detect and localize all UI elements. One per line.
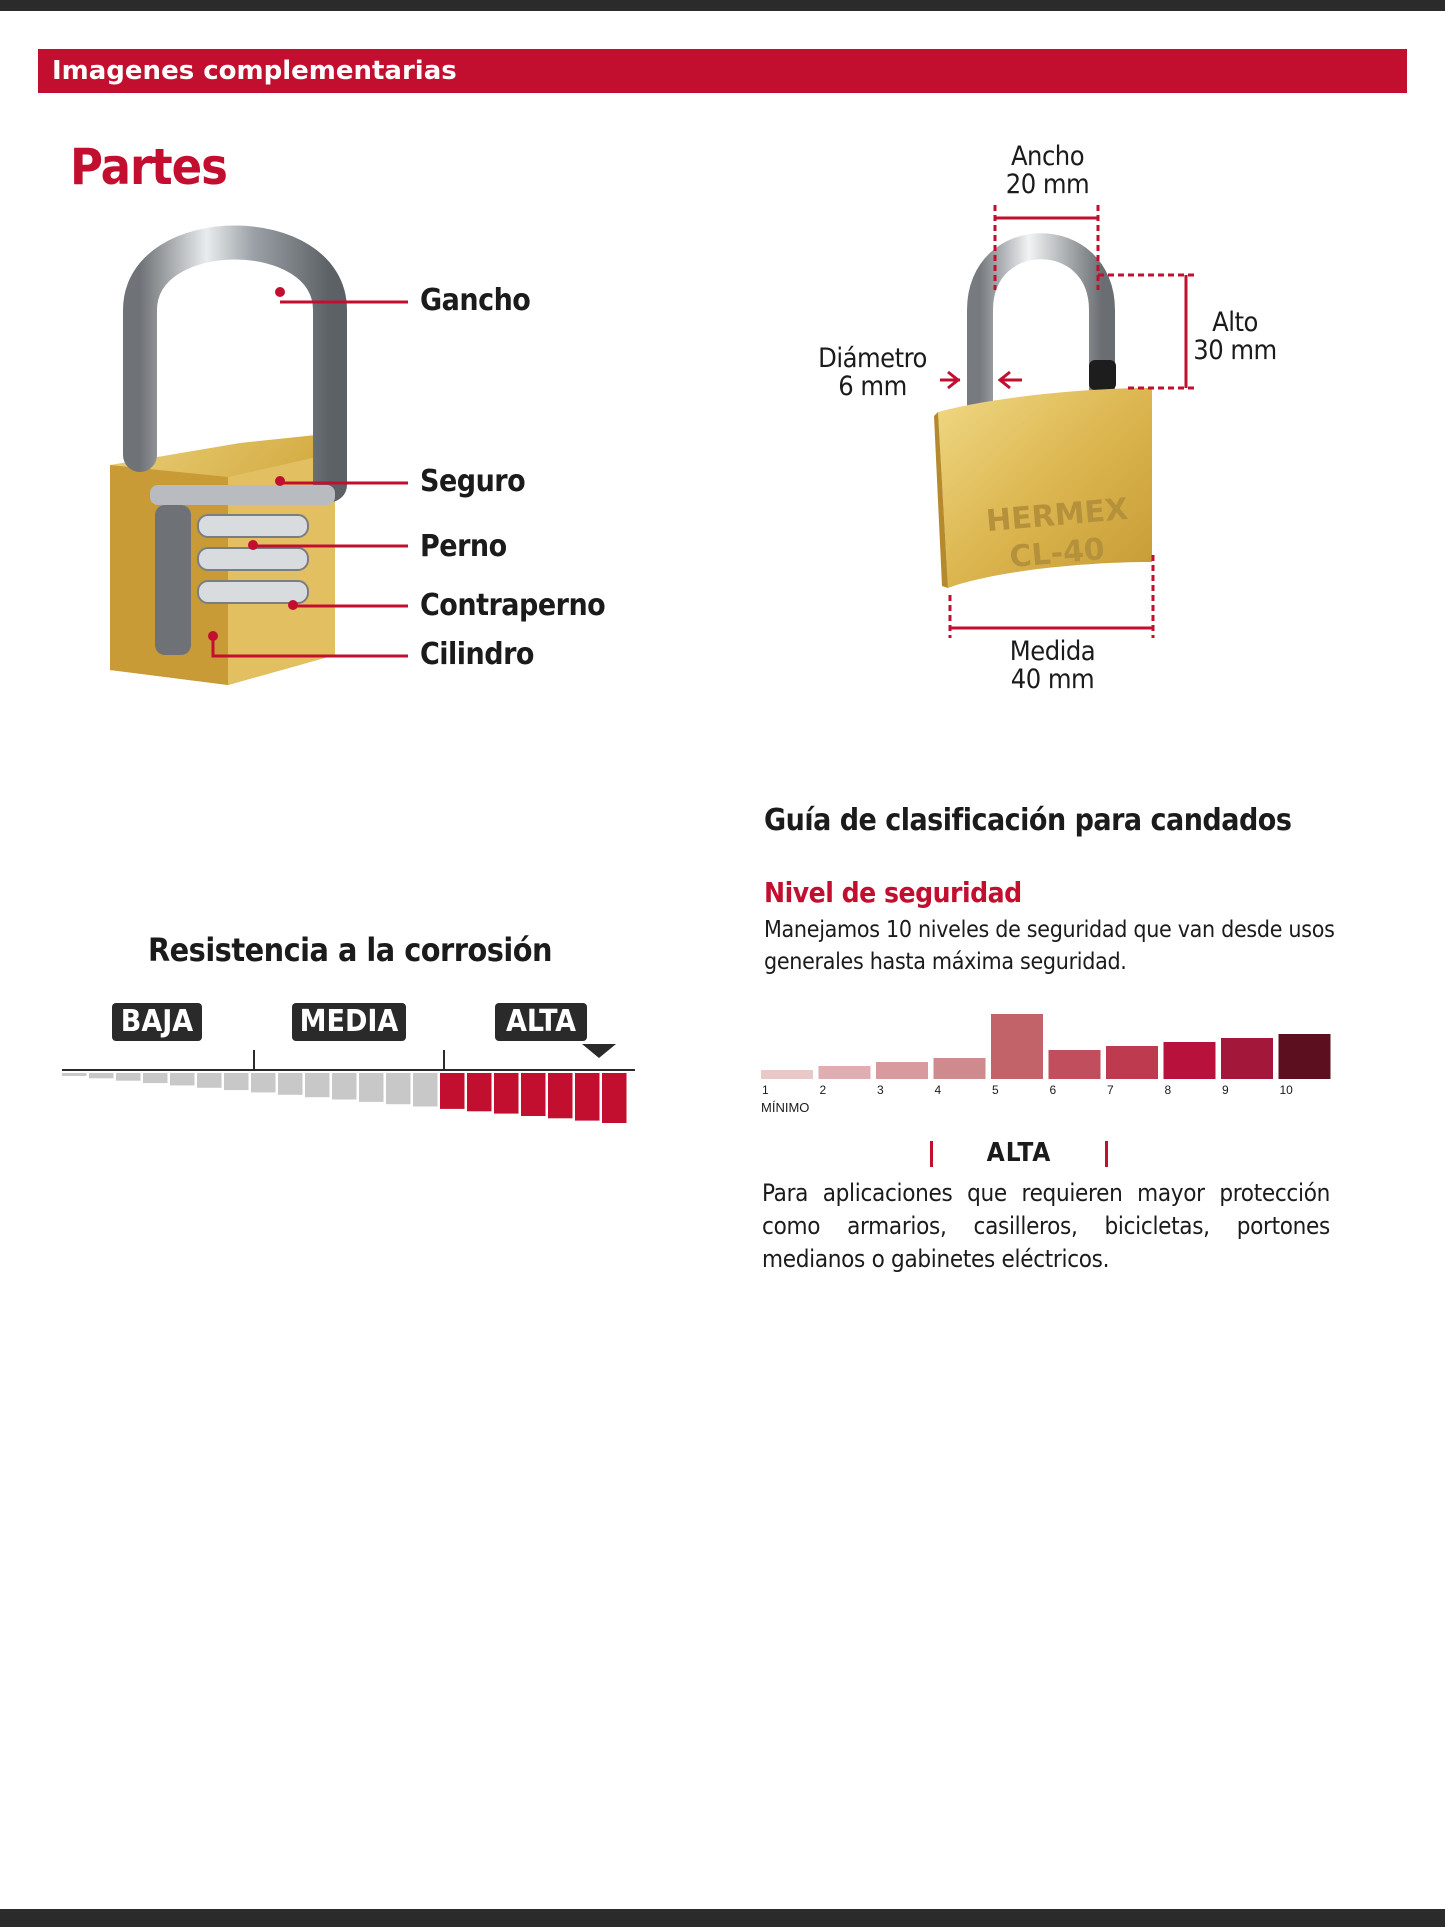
corrosion-segment xyxy=(521,1073,546,1116)
corrosion-title: Resistencia a la corrosión xyxy=(147,931,553,969)
corrosion-badge-baja: BAJA xyxy=(112,1003,202,1041)
level-bar-5 xyxy=(991,1014,1043,1079)
parts-title: Partes xyxy=(70,138,227,196)
part-label-seguro: Seguro xyxy=(420,464,526,499)
level-bar-8 xyxy=(1164,1042,1216,1079)
dim-ancho-label: Ancho xyxy=(1010,141,1085,172)
level-tick-5: 5 xyxy=(992,1083,999,1097)
level-tick-2: 2 xyxy=(819,1083,827,1097)
corrosion-segment xyxy=(197,1073,222,1088)
level-tick-3: 3 xyxy=(877,1083,884,1097)
part-label-perno: Perno xyxy=(420,529,507,564)
part-label-cilindro: Cilindro xyxy=(420,637,534,672)
level-tick-1: 1 xyxy=(762,1083,769,1097)
dim-medida-label: Medida xyxy=(1009,636,1096,667)
corrosion-segment xyxy=(575,1073,600,1121)
part-label-contraperno: Contraperno xyxy=(420,588,606,623)
level-bar-10 xyxy=(1279,1034,1331,1079)
corrosion-segment xyxy=(62,1073,87,1076)
corrosion-segment xyxy=(305,1073,330,1097)
corrosion-segment xyxy=(467,1073,492,1111)
guide-title: Guía de clasificación para candados xyxy=(764,803,1292,838)
minimo-label: MÍNIMO xyxy=(761,1100,810,1115)
corrosion-segment xyxy=(143,1073,168,1083)
level-tick-8: 8 xyxy=(1164,1083,1172,1097)
selected-level-description: Para aplicaciones que requieren mayor protección como armarios, casilleros, bicicletas, portones medianos o gabinetes eléctricos. xyxy=(762,1179,1330,1273)
corrosion-segment xyxy=(440,1073,465,1109)
dim-medida xyxy=(990,638,1115,694)
selected-level-right-bar xyxy=(1105,1141,1108,1167)
level-bar-3 xyxy=(876,1062,928,1079)
security-level-chart xyxy=(760,1008,1335,1108)
level-tick-6: 6 xyxy=(1049,1083,1057,1097)
security-level-title: Nivel de seguridad xyxy=(764,876,1022,909)
padlock-brand-text: HERMEX xyxy=(984,491,1130,540)
corrosion-segment xyxy=(116,1073,141,1081)
selected-level-label: ALTA xyxy=(986,1138,1052,1168)
corrosion-badge-media: MEDIA xyxy=(292,1003,406,1041)
corrosion-segment xyxy=(170,1073,195,1085)
level-bar-7 xyxy=(1106,1046,1158,1079)
corrosion-scale xyxy=(60,1040,640,1140)
corrosion-segment xyxy=(548,1073,573,1118)
security-level-description: Manejamos 10 niveles de seguridad que van desde usos generales hasta máxima seguridad. xyxy=(764,917,1335,975)
level-bar-9 xyxy=(1221,1038,1273,1079)
dim-medida-value: 40 mm xyxy=(1010,664,1095,695)
corrosion-segment xyxy=(386,1073,411,1104)
corrosion-segment xyxy=(332,1073,357,1100)
corrosion-segment xyxy=(278,1073,303,1095)
corrosion-segment xyxy=(89,1073,114,1078)
corrosion-segment xyxy=(224,1073,249,1090)
level-tick-7: 7 xyxy=(1107,1083,1114,1097)
level-tick-10: 10 xyxy=(1279,1083,1293,1097)
level-tick-4: 4 xyxy=(934,1083,942,1097)
level-bar-6 xyxy=(1049,1050,1101,1079)
corrosion-pointer-icon xyxy=(582,1044,616,1058)
corrosion-segment xyxy=(494,1073,519,1114)
dim-alto xyxy=(1180,309,1290,365)
section-banner: Imagenes complementarias xyxy=(38,49,1407,93)
corrosion-segment xyxy=(413,1073,438,1107)
corrosion-badge-alta: ALTA xyxy=(495,1003,587,1041)
corrosion-segment xyxy=(359,1073,384,1102)
bottom-bar xyxy=(0,1909,1445,1927)
corrosion-segment xyxy=(602,1073,627,1123)
dim-diametro-value: 6 mm xyxy=(838,371,907,402)
level-bar-4 xyxy=(934,1058,986,1079)
dim-ancho-value: 20 mm xyxy=(1005,169,1090,200)
corrosion-segment xyxy=(251,1073,276,1092)
level-tick-9: 9 xyxy=(1222,1083,1229,1097)
dim-alto-value: 30 mm xyxy=(1193,335,1277,366)
dim-diametro-label: Diámetro xyxy=(818,343,927,374)
selected-level xyxy=(930,1138,1108,1168)
padlock-model-text: CL-40 xyxy=(1008,531,1107,576)
dim-alto-label: Alto xyxy=(1212,307,1258,338)
level-bar-2 xyxy=(819,1066,871,1079)
part-label-gancho: Gancho xyxy=(420,283,531,318)
dim-ancho xyxy=(985,143,1110,199)
dim-diametro xyxy=(815,345,930,401)
level-bar-1 xyxy=(761,1070,813,1079)
